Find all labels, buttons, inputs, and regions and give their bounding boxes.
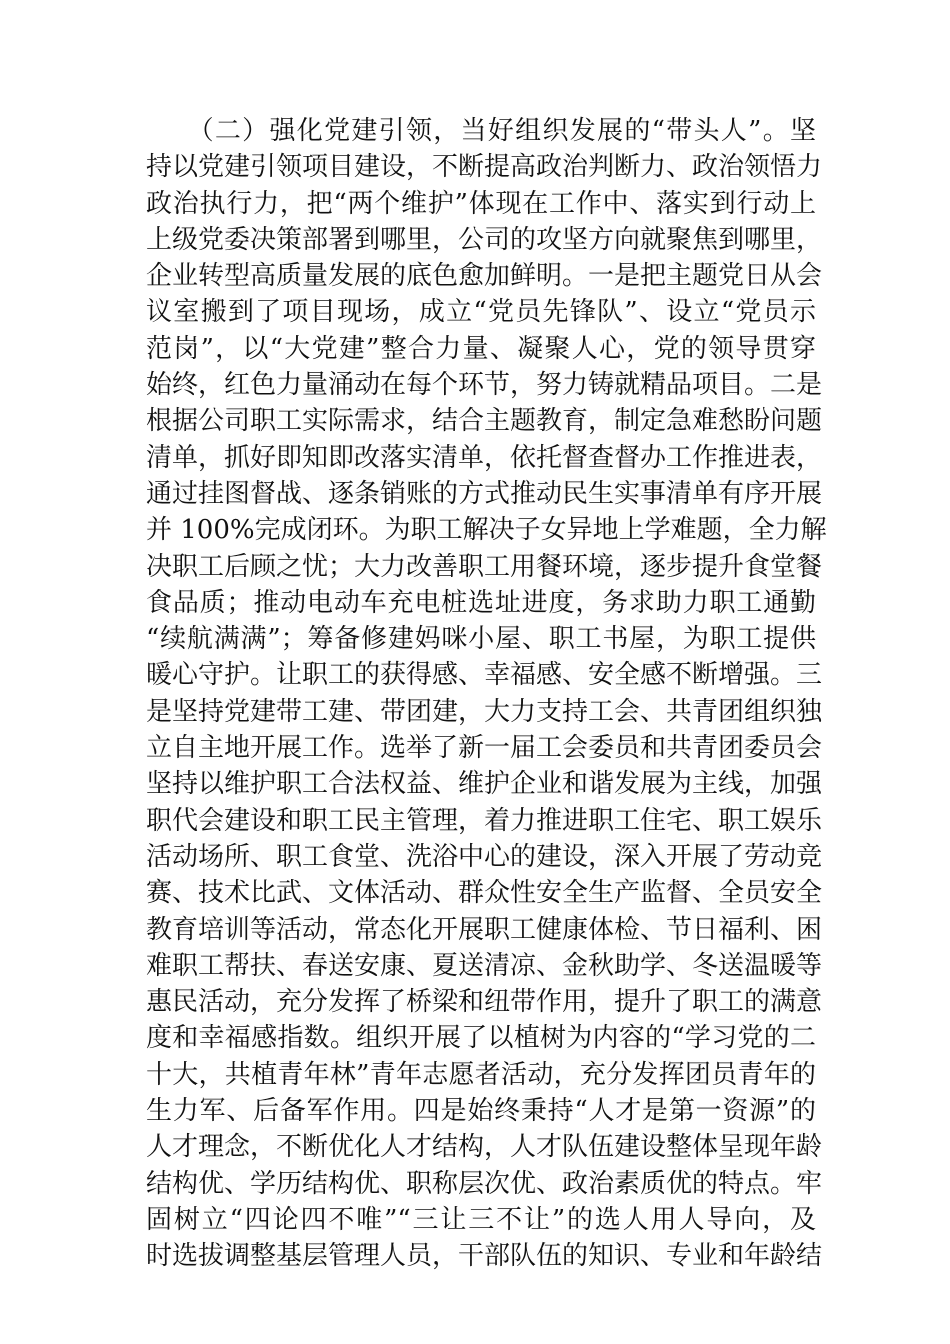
text-line: 人才理念，不断优化人才结构，人才队伍建设整体呈现年龄 [146, 1132, 823, 1163]
text-line: 始终，红色力量涌动在每个环节，努力铸就精品项目。二是 [146, 370, 823, 401]
text-line: 活动场所、职工食堂、洗浴中心的建设，深入开展了劳动竞 [146, 841, 823, 872]
text-line: （二）强化党建引领，当好组织发展的“带头人”。坚 [146, 116, 816, 146]
text-line: 时选拔调整基层管理人员，干部队伍的知识、专业和年龄结 [146, 1241, 823, 1272]
text-line: 上级党委决策部署到哪里，公司的攻坚方向就聚焦到哪里， [146, 224, 823, 255]
text-line: 持以党建引领项目建设，不断提高政治判断力、政治领悟力 [146, 152, 823, 183]
text-line: 根据公司职工实际需求，结合主题教育，制定急难愁盼问题 [146, 406, 823, 437]
text-line: 坚持以维护职工合法权益、维护企业和谐发展为主线，加强 [146, 769, 823, 800]
text-line: 通过挂图督战、逐条销账的方式推动民生实事清单有序开展 [146, 478, 823, 509]
text-line: 企业转型高质量发展的底色愈加鲜明。一是把主题党日从会 [146, 261, 823, 292]
text-line: 生力军、后备军作用。四是始终秉持“人才是第一资源”的 [146, 1096, 816, 1127]
text-line: 决职工后顾之忧；大力改善职工用餐环境，逐步提升食堂餐 [146, 551, 823, 582]
text-line: 难职工帮扶、春送安康、夏送清凉、金秋助学、冬送温暖等 [146, 950, 823, 981]
text-line: 赛、技术比武、文体活动、群众性安全生产监督、全员安全 [146, 878, 823, 909]
text-line: 食品质；推动电动车充电桩选址进度，务求助力职工通勤 [146, 587, 816, 618]
text-line: 范岗”，以“大党建”整合力量、凝聚人心，党的领导贯穿 [146, 333, 816, 364]
text-line: 固树立“四论四不唯”“三让三不让”的选人用人导向，及 [146, 1204, 816, 1235]
text-line: “续航满满”；筹备修建妈咪小屋、职工书屋，为职工提供 [146, 624, 816, 655]
text-line: 结构优、学历结构优、职称层次优、政治素质优的特点。牢 [146, 1168, 823, 1199]
text-line: 议室搬到了项目现场，成立“党员先锋队”、设立“党员示 [146, 297, 816, 328]
text-line: 暖心守护。让职工的获得感、幸福感、安全感不断增强。三 [146, 660, 823, 691]
body-paragraph [146, 113, 827, 1275]
text-line: 政治执行力，把“两个维护”体现在工作中、落实到行动上 [146, 188, 816, 219]
text-line: 立自主地开展工作。选举了新一届工会委员和共青团委员会 [146, 733, 823, 764]
text-line: 惠民活动，充分发挥了桥梁和纽带作用，提升了职工的满意 [146, 987, 823, 1018]
text-line: 度和幸福感指数。组织开展了以植树为内容的“学习党的二 [146, 1023, 816, 1054]
text-line: 清单，抓好即知即改落实清单，依托督查督办工作推进表， [146, 442, 823, 473]
text-line: 并 100%完成闭环。为职工解决子女异地上学难题，全力解 [146, 515, 827, 546]
text-line: 是坚持党建带工建、带团建，大力支持工会、共青团组织独 [146, 696, 823, 727]
text-line: 职代会建设和职工民主管理，着力推进职工住宅、职工娱乐 [146, 805, 823, 836]
text-line: 十大，共植青年林”青年志愿者活动，充分发挥团员青年的 [146, 1059, 816, 1090]
text-line: 教育培训等活动，常态化开展职工健康体检、节日福利、困 [146, 914, 823, 945]
